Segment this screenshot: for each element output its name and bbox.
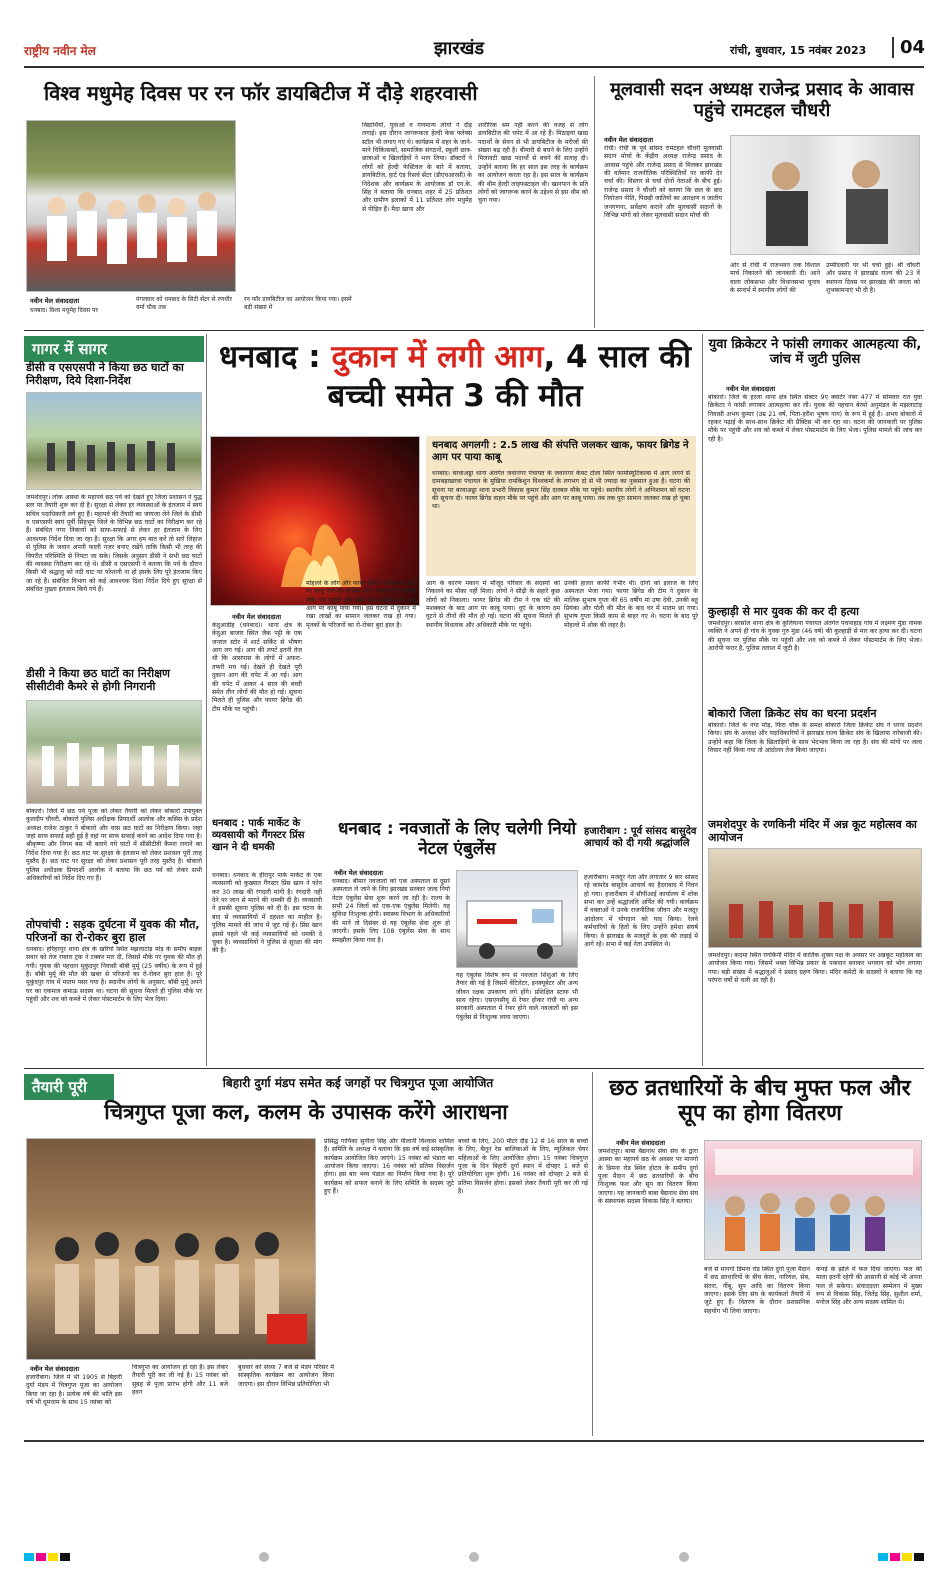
bottom-right-headline: छठ व्रतधारियों के बीच मुफ्त फल और सूप का होगा वितरण <box>609 1076 911 1127</box>
cricketer-h3: बोकारो जिला क्रिकेट संघ का धरना प्रदर्शन <box>708 707 877 720</box>
lead-col2: मोहल्ले के लोग और फायर ब्रिगेड ने मिलकर आग पर काबू पाने की कोशिश की। दमकल की गाड़ियां मौके पर पहुंची और घंटों की मशक्कत के बाद आग पर काबू पाया गया। इस घटना में दुकान में रखा लाखों का सामान जलकर राख हो गया। मृतकों के परिजनों का रो-रोकर बुरा हाल है। <box>306 580 416 629</box>
section-title: झारखंड <box>434 38 484 59</box>
story2-col3: उम्मीदवारी पर भी चर्चा हुई। श्री चौधरी और प्रसाद ने झारखंड राज्य की 23 वें स्थापना दिवस पर झारखंड की जनता को शुभकामनाएं भी दी है। <box>826 262 920 295</box>
lead-sub-head: धनबाद अगलगी : 2.5 लाख की संपत्ति जलकर खाक, फायर ब्रिगेड ने आग पर पाया काबू <box>432 440 689 463</box>
vertical-divider-3 <box>702 334 703 1066</box>
ambulance-col1: धनबाद। बीमार नवजातों को एक अस्पताल से दूसरे अस्पताल ले जाने के लिए झारखंड सरकार जल्द नियो नेटल एंबुलेंस सेवा शुरू करने जा रही है। राज्य के सभी 24 जिलों को एक-एक एंबुलेंस मिलेगी। यह सुविधा निःशुल्क होगी। स्वास्थ्य विभाग के अधिकारियों की मानें तो दिसंबर से यह एंबुलेंस सेवा शुरू हो जाएगी। इसके लिए 108 एंबुलेंस सेवा के साथ समझौता किया गया है। <box>332 878 450 944</box>
bottom-left-tag: तैयारी पूरी <box>24 1074 114 1100</box>
story2-col1: रांची। रांची के पूर्व सांसद रामटहल चौधरी मूलवासी सदान मोर्चा के केंद्रीय अध्यक्ष राजेन्द्र प्रसाद के आवास पहुंचे और राजेन्द्र प्रसाद से मिलकर झारखंड की वर्तमान राजनीतिक परिस्थितियों पर काफी देर चर्चा की। विस्तार से चर्चा दोनों नेताओं के बीच हुई। राजेन्द्र प्रसाद ने चौधरी को बताया कि छल के बाद नियोजन नीति, पिछड़ी जातियों का आरक्षण व जातीय जनगणना, सर्वेक्षण कराने और मूलवासी सदानों के विभिन्न मांगों को लेकर मूलवासी सदान मोर्चा की <box>604 145 722 219</box>
section-rule-1 <box>24 330 924 331</box>
bottom-left-col1: हजारीबाग। जिले में भी 1905 से बिहारी दुर्गा मंडप में चित्रगुप्त पूजा का आयोजन किया जा रहा है। प्रत्येक वर्ष की भांति इस वर्ष भी धूमधाम के साथ 15 नवंबर को <box>26 1374 122 1407</box>
cricketer-headline: युवा क्रिकेटर ने फांसी लगाकर आत्महत्या की, जांच में जुटी पुलिस <box>708 337 922 367</box>
shraddhanjali-headline: हजारीबाग : पूर्व सांसद बासुदेव आचार्य को दी गयी श्रद्धांजलि <box>584 826 697 849</box>
section-rule-2 <box>24 1068 924 1069</box>
left-t3: धनबाद। हरिहरपुर थाना क्षेत्र के खरियो स्थित मझलाटांड़ मोड़ के समीप बाइक सवार को तेज रफ्तार ट्रक ने टक्कर मार दी, जिससे मौके पर युवक की मौत हो गयी। युवक की पहचान मुकुंदपुर निवासी बॉबी मुर्मू (25 वर्षीय) के रूप में हुई है। बॉबी मुर्मू की मौत की खबर से परिजनों का रो-रोकर बुरा हाल है। पूरे मुकुंदपुर गांव में मातम पसर गया है। स्थानीय लोगों के अनुसार, बॉबी मुर्मू अपने घर का एकमात्र कमाऊ सदस्य था। घटना की सूचना मिलते ही पुलिस मौके पर पहुंची और शव को कब्जे में लेकर पोस्टमार्टम के लिए भेज दिया। <box>26 946 202 1004</box>
cricketer-h2: कुल्हाड़ी से मार युवक की कर दी हत्या <box>708 605 859 618</box>
lead-headline-a: धनबाद : <box>218 339 332 375</box>
lead-col4: उनकी हालत काफी गंभीर थी। दोनों को इलाज के लिए अस्पताल भेजा गया। फायर ब्रिगेड की टीम ने दुकान के मालिक सुभाष गुप्ता की 65 वर्षीय मां उषा देवी, उनकी बहू प्रियंका और पोती की मौत के बाद घर में मातम छा गया। सुभाष गुप्ता किसी काम से बाहर गए थे। घटना के बाद पूरे मोहल्ले में शोक की लहर है। <box>564 580 698 629</box>
bottom-right-col1: जमशेदपुर। बाबा बैद्यनाथ सेवा संघ के द्वारा आस्था का महापर्व छठ के अवसर पर मानगो के डिमना रोड स्थित होटल के समीप दुर्गा पूजा मैदान में छठ व्रतधारियों के बीच निःशुल्क फल और सूप का वितरण किया जाएगा। यह जानकारी बाबा बैद्यनाथ सेवा संघ के संस्थापक सदस्य विकास सिंह ने बताया। <box>598 1148 698 1206</box>
story1-byline: नवीन मेल संवाददाता <box>30 297 79 305</box>
left-t1: जमशेदपुर। लोक आस्था के महापर्व छठ पर्व को देखते हुए जिला प्रशासन ने युद्ध स्तर पर तैयारी शुरू कर दी है। सुरक्षा से लेकर हर व्यवस्थाओं के इंतजाम में स्वयं सचिव पदाधिकारी लगे हुए हैं। महापर्व की तैयारी का जायजा लेने जिले के डीसी व एसएसपी स्वयं पूर्वी सिंहभूम जिले के विभिन्न छठ घाटों का निरीक्षण कर रहे हैं। संबंधित नगर निकायों को साफ-सफाई से लेकर हर इंतजाम के लिए आवश्यक निर्देश दिया जा रहा है। सुरक्षा कि अगर हम बात करें तो सारे लिहाज से पुलिस के जवान अपनी फाली नजर बनाए रखेंगे ताकि किसी भी तरह की विपरीत परिस्थिति से निपटा जा सके। जिसके अनुसार डीसी ने सभी छठ घाटों की व्यवस्था निरीक्षण कर रहे थे। डीसी व एसएसपी ने बताया कि पर्व के दौरान किसी भी श्रद्धालु को नदी घाट पर परेशानी ना हो इसके लिए पूरे इंतजाम किए जा रहे हैं। संबंधित विभाग को कई आवश्यक दिशा निर्देश दिये हुए सुरक्षा से संबंधित पुख्ता इंतजाम किये गये हैं। <box>26 494 202 593</box>
cricketer-t4: जमशेदपुर। कदमा स्थित रणकिनी मंदिर में कार्तिक शुक्ल पक्ष के अवसर पर अन्नकूट महोत्सव का आयोजन किया गया। जिसमें भक्त विभिन्न प्रकार के पकवान बनाकर भगवान को भोग लगाया गया। बड़ी संख्या में श्रद्धालुओं ने प्रसाद ग्रहण किया। मंदिर कमेटी के सदस्यों ने बताया कि यह परंपरा वर्षों से चली आ रही है। <box>708 952 922 985</box>
story2-col2: ओर से रांची में राजभवन तक विशाल मार्च निकालने की जानकारी दी। आने वाला लोकसभा और विधानसभा चुनाव के सन्दर्भ में स्थानीय लोगों की <box>730 262 820 295</box>
cricketer-h4: जमशेदपुर के रणकिनी मंदिर में अन्न कूट महोत्सव का आयोजन <box>708 818 917 845</box>
color-register-strip <box>24 1548 924 1560</box>
left-tag: गागर में सागर <box>24 336 204 362</box>
masthead-rule <box>24 66 924 68</box>
cricketer-text: बोकारो। जिले के हरला थाना क्षेत्र स्थित सेक्टर 9ए क्वार्टर नंबर 477 में सोमवार रात युवा क्रिकेटर ने फांसी लगाकर आत्महत्या कर ली। युवक की पहचान बेरमो अनुमंडल के मझलाटांड़ निवासी अभय कुमार (उम्र 21 वर्ष, पिता-हरीश भूषण नाग) के रूप में हुई है। अभय बोकारो में रहकर पढ़ाई के साथ-साथ क्रिकेट की प्रैक्टिस भी कर रहा था। घटना की जानकारी पर पुलिस मौके पर पहुंची और शव को कब्जे में लेकर पोस्टमार्टम के लिए भेजा। पुलिस मामले की जांच कर रही है। <box>708 394 922 443</box>
vertical-divider-1 <box>594 76 595 328</box>
bottom-right-col2: बजे से मानगो डिमना रोड स्थित दुर्गा पूजा मैदान में छठ व्रतधारियों के बीच केला, नारियल, सेब, संतरा, नींबू, सूप आदि का वितरण किया जाएगा। इसके लिए संघ के कार्यकर्ता तैयारी में जुटे हुए हैं। वितरण के दौरान प्रशासनिक सहयोग भी लिया जाएगा। <box>704 1266 810 1315</box>
bottom-right-photo <box>704 1140 922 1260</box>
story1-photo <box>26 120 236 292</box>
lead-sub-text: धनबाद। बरवाअड्डा थाना अंतर्गत जवानगर पंचायत के जवानगर केवट टोला स्थित फार्मास्यूटिकल्स में आग लगने से दामबड़ाखरवा पंचायत के मुखिया रामकिशुन विश्वकर्मा के लगभग दो से भी ज्यादा का नुकसान हुआ है। घटना की सूचना पर बरवाअड्डा थाना प्रभारी विकास कुमार सिंह दलबल मौके पर पहुंचे। स्थानीय लोगों ने अग्निशमन को घटना की सूचना दी। फायर ब्रिगेड वाहन मौके पर पहुंचे और आग पर काबू पाया। तब तक पूरा सामान जलकर राख हो चुका था। <box>432 470 690 511</box>
left-photo-1 <box>26 392 202 490</box>
story1-col3: रन फॉर डायबिटीज का आयोजन किया गया। इसमें बड़ी संख्या में <box>244 296 352 311</box>
bottom-right-col3: कपड़े के झोले में फल दिया जाएगा। फल की माला इतनी रहेगी की आसानी से कोई भी अपना फल ले सकेगा। संवाददाता सम्मेलन में मुख्य रूप से विकास सिंह, जितेंद्र सिंह, सुशील शर्मा, मनोज सिंह और अन्य सदस्य शामिल थे। <box>816 1266 922 1307</box>
ambulance-headline: धनबाद : नवजातों के लिए चलेगी नियो नेटल एंबुलेंस <box>337 819 577 859</box>
story1-col5: शारीरिक श्रम नहीं करने की वजह से लोग डायबिटीज की चपेट में आ रहे हैं। मिठाइयां खाद्य पदार्थों के सेवन से भी डायबिटीज के मरीजों की संख्या बढ़ रही है। बीमारी से बचने के लिए उन्होंने मिलावटी खाद्य पदार्थों से बचने की सलाह दी। उन्होंने बताया कि हर साल इस तरह के कार्यक्रम का आयोजन करता रहा है। इस साल के कार्यक्रम की थीम हेल्दी लाइफस्टाइल थी। खानपान के प्रति लोगों को जागरूक करने के उद्देश्य से इस थीम को चुना गया। <box>478 122 588 205</box>
bottom-left-col5: बच्चों के लिए, 200 मीटर दौड़ 12 से 16 साल के बच्चों के लिए, बैलून रेस बालिकाओं के लिए, म्यूजिकल चेयर महिलाओं के लिए आयोजित होगा। 15 नवंबर चित्रगुप्त पूजा के दिन बिहारी दुर्गा स्थान में दोपहर 1 बजे से प्रतियोगिता शुरू होगी। 16 नवंबर को दोपहर 2 बजे से प्रतिमा विसर्जन होगा। इसको लेकर तैयारी पूरी कर ली गई है। <box>458 1138 588 1196</box>
story1-col4: विद्यार्थियों, युवाओं व गणमान्य लोगों ने दौड़ लगाई। इस दौरान जागरूकता हेल्दी केक फ्लेक्स स्टॉल भी लगाए गए थे। कार्यक्रम में शहर के जाने-माने चिकित्सकों, सामाजिक संगठनों, स्कूली छात्र-छात्राओं व खिलाड़ियों ने भाग लिया। डॉक्टरों ने लोगों को हेल्दी फेस्टिवल के बारे में बताया, डायबिटीज, हार्ट एंड रिसर्च सेंटर (डीएचआरसी) के निदेशक और कार्यक्रम के आयोजक डॉ एन.के. सिंह ने बताया कि धनबाद शहर में 25 प्रतिशत और ग्रामीण इलाकों में 11 प्रतिशत लोग मधुमेह से पीड़ित हैं। मैदा खाना और <box>362 122 472 213</box>
crowd-illustration <box>27 121 236 292</box>
bottom-right-byline: नवीन मेल संवाददाता <box>616 1139 665 1147</box>
cricketer-photo-temple <box>708 848 922 948</box>
ambulance-photo <box>456 870 578 968</box>
left-photo-2 <box>26 700 202 804</box>
bottom-left-col2: चित्रगुप्त का आयोजन हो रहा है। इस लेकर तैयारी पूरी कर ली गई है। 15 नवंबर को सुबह से पूजा प्रारंभ होगी और 11 बजे हवन <box>132 1364 228 1397</box>
vertical-divider-2 <box>206 334 207 1066</box>
threat-headline: धनबाद : पार्क मार्केट के व्यवसायी को गैंगस्टर प्रिंस खान ने दी धमकी <box>212 818 305 853</box>
left-h1: डीसी व एसएसपी ने किया छठ घाटों का निरीक्षण, दिये दिशा-निर्देश <box>26 361 184 388</box>
shraddhanjali-text: हजारीबाग। मजदूर नेता और लगातार 9 बार सांसद रहे कामरेड बासुदेव आचार्य का हैदराबाद में निधन हो गया। हजारीबाग में सीपीआई कार्यालय में शोक सभा कर उन्हें श्रद्धांजलि अर्पित की गयी। कार्यक्रम में वक्ताओं ने उनके राजनीतिक जीवन और मजदूर आंदोलन में योगदान को याद किया। रेलवे कर्मचारियों के हितों के लिए उन्होंने हमेशा संघर्ष किया। वे झारखंड के मजदूरों के हक की लड़ाई में आगे रहे। सभा में कई नेता उपस्थित थे। <box>584 874 698 948</box>
ambulance-col2: यह एंबुलेंस विशेष रूप से नवजात शिशुओं के लिए तैयार की गई है जिसमें वेंटिलेटर, इनक्यूबेटर और अन्य जीवन रक्षक उपकरण लगे होंगे। प्रशिक्षित स्टाफ भी साथ रहेगा। एसएनसीयू से रेफर होकर रांची या अन्य सरकारी अस्पताल में रेफर होने वाले नवजातों को इस एंबुलेंस से निःशुल्क लाया जाएगा। <box>456 972 578 1021</box>
bottom-left-photo <box>26 1138 316 1360</box>
dateline: रांची, बुधवार, 15 नवंबर 2023 <box>730 44 867 57</box>
lead-col3: आग के कारण मकान में मौजूद परिवार के सदस्यों को निकलने का मौका नहीं मिला। लोगों ने सीढ़ी के सहारे कुछ लोगों को निकाला। फायर ब्रिगेड की टीम ने एक घंटे की मशक्कत के बाद आग पर काबू पाया। धुएं के कारण दम घुटने से तीनों की मौत हो गई। घटना की सूचना मिलते ही स्थानीय विधायक और अधिकारी मौके पर पहुंचे। <box>426 580 560 629</box>
story2-byline: नवीन मेल संवाददाता <box>604 136 653 144</box>
lead-byline: नवीन मेल संवाददाता <box>232 613 281 621</box>
page-number: 04 <box>892 37 925 58</box>
story2-photo <box>730 135 920 255</box>
footer-rule <box>24 1440 924 1442</box>
cricketer-t2: जमशेदपुर। बरसोल थाना क्षेत्र के कुलियाना पंचायत अंतर्गत पचपाहाड़ गांव में लक्ष्मण मुंडा नामक व्यक्ति ने अपने ही गांव के युवक गुरु मुंडा (46 वर्ष) की कुल्हाड़ी से मार कर हत्या कर दी। घटना की सूचना पर पुलिस मौके पर पहुंची और शव को कब्जे में लेकर पोस्टमार्टम के लिए भेजा। आरोपी फरार है, पुलिस तलाश में जुटी है। <box>708 620 922 653</box>
ambulance-illustration <box>457 871 578 968</box>
bottom-left-byline: नवीन मेल संवाददाता <box>30 1365 79 1373</box>
cricketer-t3: बोकारो। जिले के नया मोड़, फिरा चौक के समक्ष बोकारो जिला क्रिकेट संघ ने धरना प्रदर्शन किया। संघ के अध्यक्ष और पदाधिकारियों ने झारखंड राज्य क्रिकेट संघ के खिलाफ नारेबाजी की। उन्होंने कहा कि जिला के खिलाड़ियों के साथ भेदभाव किया जा रहा है। संघ की मांगों पर जल्द विचार नहीं किया गया तो आंदोलन तेज किया जाएगा। <box>708 722 922 755</box>
left-h3: तोपचांची : सड़क दुर्घटना में युवक की मौत, परिजनों का रो-रोकर बुरा हाल <box>26 918 200 945</box>
cricketer-byline: नवीन मेल संवाददाता <box>726 385 775 393</box>
vertical-divider-4 <box>592 1072 593 1436</box>
lead-headline-c: , 4 साल की बच्ची समेत 3 की मौत <box>327 339 692 414</box>
story1-headline: विश्व मधुमेह दिवस पर रन फॉर डायबिटीज में दौड़े शहरवासी <box>44 81 478 105</box>
story2-headline: मूलवासी सदन अध्यक्ष राजेन्द्र प्रसाद के आवास पहुंचे रामटहल चौधरी <box>610 79 914 121</box>
bottom-left-headline: चित्रगुप्त पूजा कल, कलम के उपासक करेंगे आराधना <box>104 1100 508 1124</box>
story1-col2: मंगलवार को धनबाद के सिटी सेंटर से रणधीर वर्मा चौक तक <box>136 296 232 311</box>
lead-col1: केंदुआडीह (धनबाद)। थाना क्षेत्र के केंदुआ बाजार स्थित जैक पट्टी के एक जनरल स्टोर में शार्ट सर्किट से भीषण आग लग गई। आग की लपटें इतनी तेज थी कि आसपास के लोगों में अफरा-तफरी मच गई। देखते ही देखते पूरी दुकान आग की चपेट में आ गई। आग की चपेट में आकर 4 साल की बच्ची समेत तीन लोगों की मौत हो गई। सूचना मिलते ही पुलिस और फायर ब्रिगेड की टीम मौके पर पहुंची। <box>212 622 302 713</box>
left-t2: बोकारो। जिले में छठ पर्व पूजा को लेकर तैयारी को लेकर बोकारो उपायुक्त कुलदीप चौधरी, बोकारो पुलिस अधीक्षक प्रियदर्शी आलोक और कसिस के प्रदेश अध्यक्ष राजेश ठाकुर ने बोकारो और चास छठ घाटों का निरीक्षण किया। जहां जहां साफ सफाई सही हुई है वहां पर साफ सफाई करने का आदेश दिया गया है। श्रीकृष्णा और निगम बस भी बताये गये घाटों में सीसीटीवी कैमरा लगाने का निर्देश दिया गया है। छठ घाट पर सुरक्षा के इंतजाम को लेकर प्रशासन पूरी तरह मुस्तैद है। छठ घाट पर सुरक्षा को लेकर प्रशासन पूरी तरह मुस्तैद है। बोकारो पुलिस अधीक्षक प्रियदर्शी आलोक ने बताया कि छठ पर्व को लेकर सभी अधिकारियों को निर्देश दिए गए हैं। <box>26 808 202 882</box>
lead-headline-b: दुकान में लगी आग <box>331 339 544 375</box>
newspaper-logo: राष्ट्रीय नवीन मेल <box>24 44 96 58</box>
bottom-left-col3: बुधवार को संध्या 7 बजे से मंडप परिसर में सांस्कृतिक कार्यक्रम का आयोजन किया जाएगा। इस दौरान विभिन्न प्रतियोगिता भी <box>238 1364 334 1388</box>
ambulance-byline: नवीन मेल संवाददाता <box>334 869 383 877</box>
left-h2: डीसी ने किया छठ घाटों का निरीक्षण सीसीटीवी कैमरे से होगी निगरानी <box>26 667 170 694</box>
masthead <box>24 36 924 66</box>
lead-headline <box>212 338 698 416</box>
threat-text: धनबाद। धनबाद के हीरापुर पार्क मार्केट के एक व्यवसायी को कुख्यात गैंगस्टर प्रिंस खान ने फोन कर 30 लाख की रंगदारी मांगी है। रंगदारी नहीं देने पर जान से मारने की धमकी दी है। व्यवसायी ने इसकी सूचना पुलिस को दी है। इस घटना के बाद से व्यवसायियों में दहशत का माहौल है। पुलिस मामले की जांच में जुट गई है। प्रिंस खान इससे पहले भी कई व्यवसायियों को धमकी दे चुका है। व्यवसायियों ने पुलिस से सुरक्षा की मांग की है। <box>212 872 322 955</box>
bottom-left-col4: प्रसिद्ध गायिका सुनीता सिंह और पीलानी विश्वास शामिल हैं। समिति के अध्यक्ष ने बताया कि इस वर्ष कई सांस्कृतिक कार्यक्रम आयोजित किए जाएंगे। 15 नवंबर को भंडारा का आयोजन किया जाएगा। 16 नवंबर को प्रतिमा विसर्जन होगा। इस बार भव्य पंडाल का निर्माण किया गया है। पूरे कार्यक्रम को सफल बनाने के लिए समिति के सदस्य जुटे हुए हैं। <box>324 1138 454 1196</box>
bottom-left-kicker: बिहारी दुर्गा मंडप समेत कई जगहों पर चित्रगुप्त पूजा आयोजित <box>222 1076 494 1090</box>
story1-caption: धनबाद। विश्व मधुमेह दिवस पर <box>30 307 98 314</box>
two-men-illustration <box>731 136 920 255</box>
